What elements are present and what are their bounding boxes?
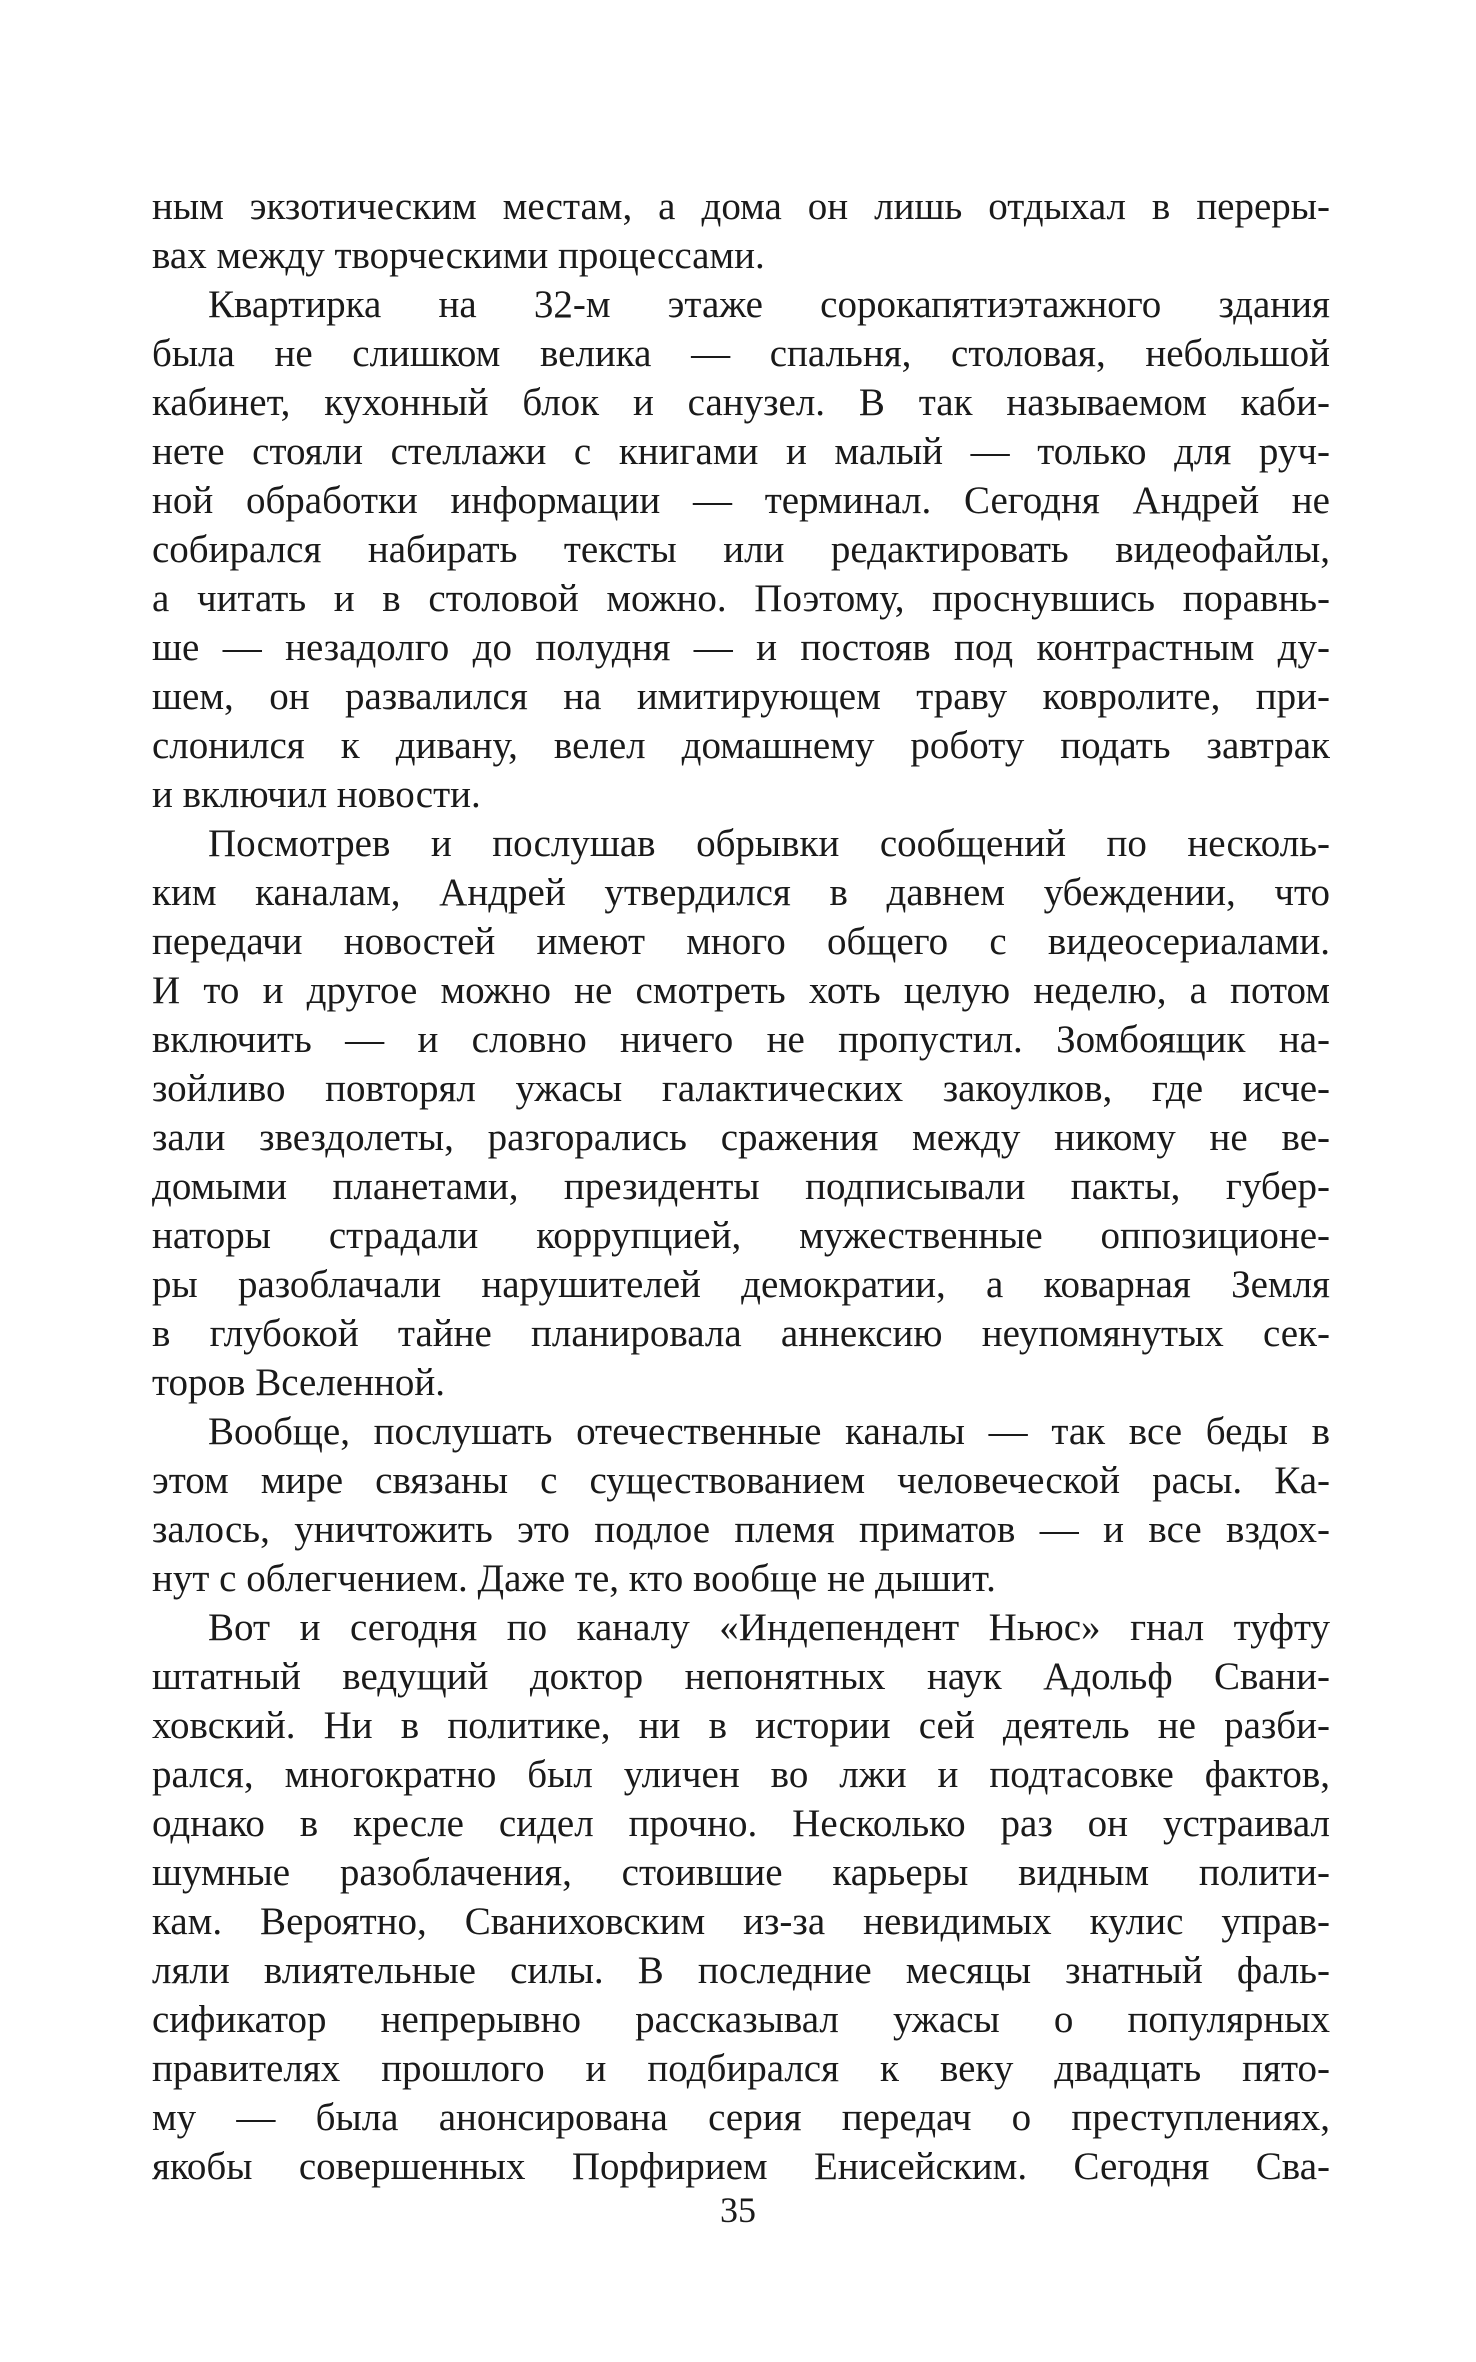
- text-line: штатный ведущий доктор непонятных наук Адольф Свани-: [152, 1655, 1330, 1698]
- text-line: нете стояли стеллажи с книгами и малый — только для руч-: [152, 430, 1330, 473]
- page-number: 35: [720, 2190, 756, 2230]
- text-line: слонился к дивану, велел домашнему роботу подать завтрак: [152, 724, 1330, 767]
- text-line: ким каналам, Андрей утвердился в давнем убеждении, что: [152, 871, 1330, 914]
- text-line: нут с облегчением. Даже те, кто вообще не дышит.: [152, 1557, 996, 1600]
- text-line: торов Вселенной.: [152, 1361, 445, 1404]
- text-line: ным экзотическим местам, а дома он лишь отдыхал в переры-: [152, 185, 1330, 228]
- text-line: кам. Вероятно, Сваниховским из-за невидимых кулис управ-: [152, 1900, 1330, 1943]
- text-line: сификатор непрерывно рассказывал ужасы о популярных: [152, 1998, 1330, 2041]
- text-line: Вот и сегодня по каналу «Индепендент Ньюс» гнал туфту: [208, 1606, 1330, 1649]
- text-line: в глубокой тайне планировала аннексию неупомянутых сек-: [152, 1312, 1330, 1355]
- text-line: а читать и в столовой можно. Поэтому, проснувшись поравнь-: [152, 577, 1330, 620]
- text-line: Посмотрев и послушав обрывки сообщений по несколь-: [208, 822, 1330, 865]
- text-line: была не слишком велика — спальня, столовая, небольшой: [152, 332, 1330, 375]
- text-line: однако в кресле сидел прочно. Несколько раз он устраивал: [152, 1802, 1330, 1845]
- text-line: Вообще, послушать отечественные каналы — так все беды в: [208, 1410, 1330, 1453]
- text-line: ной обработки информации — терминал. Сегодня Андрей не: [152, 479, 1330, 522]
- text-line: правителях прошлого и подбирался к веку двадцать пято-: [152, 2047, 1330, 2090]
- text-line: этом мире связаны с существованием человеческой расы. Ка-: [152, 1459, 1330, 1502]
- body-text: [152, 182, 1330, 2191]
- text-line: зойливо повторял ужасы галактических закоулков, где исче-: [152, 1067, 1330, 1110]
- text-line: собирался набирать тексты или редактировать видеофайлы,: [152, 528, 1330, 571]
- text-line: ше — незадолго до полудня — и постояв под контрастным ду-: [152, 626, 1330, 669]
- text-line: шумные разоблачения, стоившие карьеры видным полити-: [152, 1851, 1330, 1894]
- text-line: кабинет, кухонный блок и санузел. В так называемом каби-: [152, 381, 1330, 424]
- text-line: шем, он развалился на имитирующем траву ковролите, при-: [152, 675, 1330, 718]
- text-line: залось, уничтожить это подлое племя приматов — и все вздох-: [152, 1508, 1330, 1551]
- text-line: наторы страдали коррупцией, мужественные оппозиционе-: [152, 1214, 1330, 1257]
- text-line: домыми планетами, президенты подписывали пакты, губер-: [152, 1165, 1330, 1208]
- text-line: якобы совершенных Порфирием Енисейским. Сегодня Сва-: [152, 2145, 1330, 2188]
- text-line: ляли влиятельные силы. В последние месяцы знатный фаль-: [152, 1949, 1330, 1992]
- text-line: зали звездолеты, разгорались сражения между никому не ве-: [152, 1116, 1330, 1159]
- text-line: и включил новости.: [152, 773, 481, 816]
- text-line: рался, многократно был уличен во лжи и подтасовке фактов,: [152, 1753, 1330, 1796]
- text-line: му — была анонсирована серия передач о преступлениях,: [152, 2096, 1330, 2139]
- text-line: И то и другое можно не смотреть хоть целую неделю, а потом: [152, 969, 1330, 1012]
- text-line: Квартирка на 32-м этаже сорокапятиэтажного здания: [208, 283, 1330, 326]
- text-line: ховский. Ни в политике, ни в истории сей деятель не разби-: [152, 1704, 1330, 1747]
- text-line: ры разоблачали нарушителей демократии, а коварная Земля: [152, 1263, 1330, 1306]
- text-line: вах между творческими процессами.: [152, 234, 765, 277]
- text-line: включить — и словно ничего не пропустил. Зомбоящик на-: [152, 1018, 1330, 1061]
- text-line: передачи новостей имеют много общего с видеосериалами.: [152, 920, 1330, 963]
